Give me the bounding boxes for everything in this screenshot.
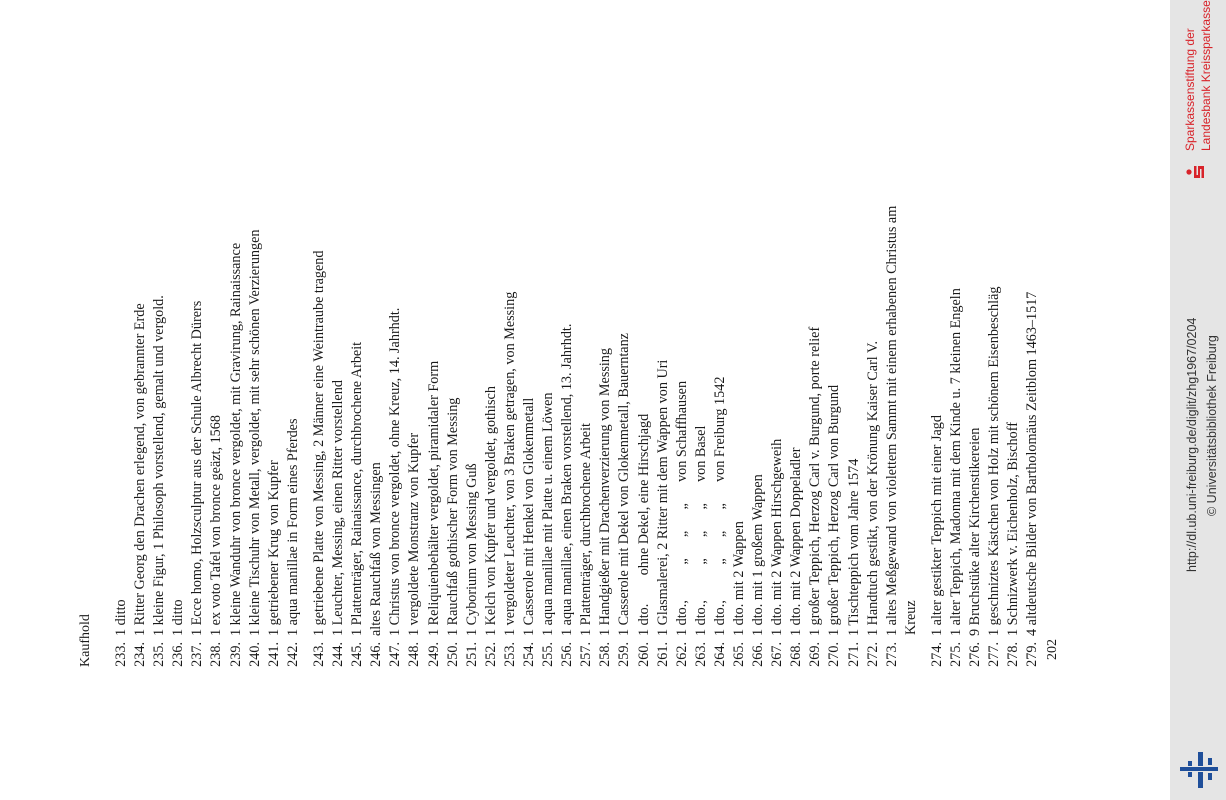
entry-number: 238. [208,642,225,667]
inventory-entry [169,3,188,683]
inventory-entry [539,3,558,683]
inventory-entry [928,3,947,683]
entry-description: 1 alter Teppich, Madonna mit dem Kinde u. 7 kleinen Engeln [948,288,965,636]
entry-number: 253. [501,642,518,667]
inventory-entry [1023,3,1042,683]
entry-number: 255. [540,642,557,667]
entry-description: 1 alter gestikter Teppich mit einer Jagd [928,415,945,636]
entry-description: 1 Plattenträger, Rainaissance, durchbrochene Arbeit [349,341,366,636]
entry-description: 1 altes Meßgewand von violettem Sammt mit einem erhabenen Christus am [883,205,900,636]
entry-number: 275. [948,642,965,667]
entry-number: 265. [731,642,747,667]
inventory-entry [463,3,482,683]
inventory-entry [150,3,169,683]
entry-number: 240. [246,642,263,667]
entry-number: 241. [265,642,282,667]
entry-description: 1 großer Teppich, Herzog Carl v. Burgund, porte relief [807,326,824,636]
entry-number: 244. [330,642,347,667]
entry-description: 1 Leuchter, Messing, einen Ritter vorstellend [330,380,347,636]
inventory-entry [444,3,463,683]
entry-number: 233. [113,642,129,667]
entry-description: 1 Schnizwerk v. Eichenholz, Bischoff [1005,422,1022,636]
copyright-notice: © Universitätsbibliothek Freiburg [1205,335,1219,516]
entry-description: 1 kleine Wanduhr von bronce vergoldet, mit Gravirung, Rainaissance [227,242,244,636]
entry-number: 264. [711,642,728,667]
entry-number: 248. [406,642,423,667]
entry-description: 1 dto. mit 2 Wappen [731,521,747,636]
running-header: Kaufhold [78,614,93,667]
inventory-entry [864,3,883,683]
inventory-entry [501,3,520,683]
inventory-list [112,3,1043,683]
inventory-entry [482,3,501,683]
inventory-entry [520,3,539,683]
entry-number: 268. [788,642,805,667]
entry-number: 245. [349,642,366,667]
entry-description: 1 Ritter Georg den Drachen erlegend, von gebrannter Erde [132,303,149,636]
entry-description: altes Rauchfaß von Messingen [368,462,385,636]
inventory-entry [265,3,284,683]
inventory-entry [825,3,844,683]
sponsor-name-line2: Landesbank Kreissparkasse [1199,0,1213,151]
entry-number: 273. [883,642,900,667]
inventory-entry [284,3,303,683]
entry-number: 236. [170,642,187,667]
inventory-entry [947,3,966,683]
entry-description: 1 Cyborium von Messing Guß [463,463,480,636]
entry-description: 1 geschniztes Kästchen von Holz mit schönem Eisenbeschläg [986,286,1003,636]
entry-continuation: Kreuz [902,600,919,635]
inventory-entry [985,3,1004,683]
entry-description: 1 Glasmalerei, 2 Ritter mit dem Wappen von Uri [654,359,671,636]
sparkasse-logo-icon [1185,162,1205,182]
entry-description: 1 Tischteppich vom Jahre 1574 [845,458,862,636]
entry-description: 1 ditto [113,599,129,636]
entry-number: 234. [132,642,149,667]
inventory-entry [1004,3,1023,683]
entry-number: 251. [463,642,480,667]
entry-description: 1 aqua manillae mit Platte u. einem Löwen [540,392,557,636]
entry-number: 274. [928,642,945,667]
page-number: 202 [1045,639,1060,660]
inventory-entry [806,3,825,683]
entry-number: 246. [368,642,385,667]
entry-description: 1 aqua manillae in Form eines Pferdes [284,418,301,636]
entry-description: 1 ex voto Tafel von bronce geäzt, 1568 [208,415,225,636]
entry-number: 261. [654,642,671,667]
entry-number: 277. [986,642,1003,667]
entry-description: 1 dto., „ „ „ von Freiburg 1542 [711,376,728,636]
entry-number: 250. [444,642,461,667]
entry-description: 1 kleine Tischuhr von Metall, vergoldet, mit sehr schönen Verzierungen [246,229,263,636]
inventory-entry [966,3,985,683]
inventory-entry [386,3,405,683]
inventory-entry [112,3,131,683]
entry-description: 1 Reliquienbehälter vergoldet, piramidaler Form [425,360,442,636]
entry-number: 262. [673,642,690,667]
entry-description: 1 Handtuch gestikt, von der Krönung Kaiser Carl V. [864,341,881,636]
entry-number: 259. [616,642,633,667]
entry-number: 279. [1024,642,1041,667]
entry-description: 1 Christus von bronce vergoldet, ohne Kreuz, 14. Jahrhdt. [387,307,404,636]
source-url-link[interactable]: http://dl.ub.uni-freiburg.de/diglit/zhg1967/0204 [1185,317,1199,572]
entry-number: 252. [482,642,499,667]
entry-number: 271. [845,642,862,667]
entry-description: 1 getriebene Platte von Messing, 2 Männer eine Weintraube tragend [310,250,327,636]
inventory-entry [329,3,348,683]
inventory-entry [787,3,806,683]
entry-number: 272. [864,642,881,667]
inventory-entry [845,3,864,683]
inventory-entry [654,3,673,683]
inventory-entry [615,3,634,683]
entry-description: 1 Casserole mit Henkel von Glokenmetall [520,397,537,636]
entry-description: 1 kleine Figur, 1 Philosoph vorstellend, gemalt und vergold. [151,295,168,636]
ub-freiburg-logo-icon [1178,748,1222,792]
entry-number: 278. [1005,642,1022,667]
inventory-entry [207,3,226,683]
inventory-entry [692,3,711,683]
entry-description: 1 Casserole mit Dekel von Glokenmetall, Bauerntanz [616,333,633,636]
inventory-entry [405,3,424,683]
entry-number: 267. [769,642,786,667]
entry-description: 1 dto. mit 1 großem Wappen [750,474,767,636]
entry-description: 1 großer Teppich, Herzog Carl von Burgund [826,384,843,636]
entry-number: 254. [520,642,537,667]
entry-number: 260. [635,642,652,667]
entry-number: 242. [284,642,301,667]
inventory-entry [711,3,730,683]
inventory-entry [188,3,207,683]
entry-number: 263. [692,642,709,667]
entry-number: 239. [227,642,244,667]
entry-description: 1 dto., „ „ „ von Schaffhausen [673,380,690,636]
entry-description: 1 getriebener Krug von Kupfer [265,460,282,636]
entry-number: 258. [597,642,614,667]
inventory-entry [131,3,150,683]
entry-description: 1 dto. ohne Dekel, eine Hirschjagd [635,413,652,636]
entry-description: 1 Kelch von Kupfer und vergoldet, gothisch [482,386,499,636]
entry-description: 1 vergoldete Monstranz von Kupfer [406,432,423,636]
entry-number: 247. [387,642,404,667]
inventory-entry [367,3,386,683]
inventory-entry [227,3,246,683]
entry-description: 1 Handgießer mit Drachenverzierung von Messing [597,348,614,636]
entry-number: 276. [967,642,984,667]
entry-description: 9 Bruchstüke alter Kirchenstikereien [967,427,984,636]
inventory-entry [348,3,367,683]
inventory-entry [749,3,768,683]
inventory-entry [883,3,902,683]
inventory-entry [425,3,444,683]
entry-description: 1 Rauchfaß gothischer Form von Messing [444,397,461,636]
entry-description: 1 vergoldeter Leuchter, von 3 Braken getragen, von Messing [501,291,518,636]
inventory-entry [577,3,596,683]
entry-number: 269. [807,642,824,667]
entry-number: 266. [750,642,767,667]
inventory-entry [673,3,692,683]
entry-description: 1 ditto [170,599,187,636]
entry-description: 1 dto., „ „ „ von Basel [692,425,709,636]
entry-number: 235. [151,642,168,667]
inventory-entry [596,3,615,683]
entry-number: 243. [310,642,327,667]
inventory-entry [730,3,749,683]
entry-description: 1 dto. mit 2 Wappen Hirschgeweih [769,438,786,636]
inventory-entry [558,3,577,683]
inventory-entry [635,3,654,683]
inventory-entry [246,3,265,683]
inventory-entry [310,3,329,683]
inventory-entry [768,3,787,683]
entry-description: 1 aqua manillae, einen Braken vorstellend, 13. Jahrhdt. [559,323,576,636]
sponsor-name-line1: Sparkassenstiftung der [1183,28,1197,151]
entry-description: 1 dto. mit 2 Wappen Doppeladler [788,447,805,636]
entry-description: 4 altdeutsche Bilder von Bartholomäus Zeitblom 1463–1517 [1024,291,1041,636]
entry-number: 237. [189,642,206,667]
entry-description: 1 Ecce homo, Holzsculptur aus der Schule Albrecht Dürers [189,300,206,636]
entry-number: 270. [826,642,843,667]
entry-number: 249. [425,642,442,667]
entry-description: 1 Plattenträger, durchbrochene Arbeit [578,423,595,636]
entry-number: 257. [578,642,595,667]
entry-number: 256. [559,642,576,667]
